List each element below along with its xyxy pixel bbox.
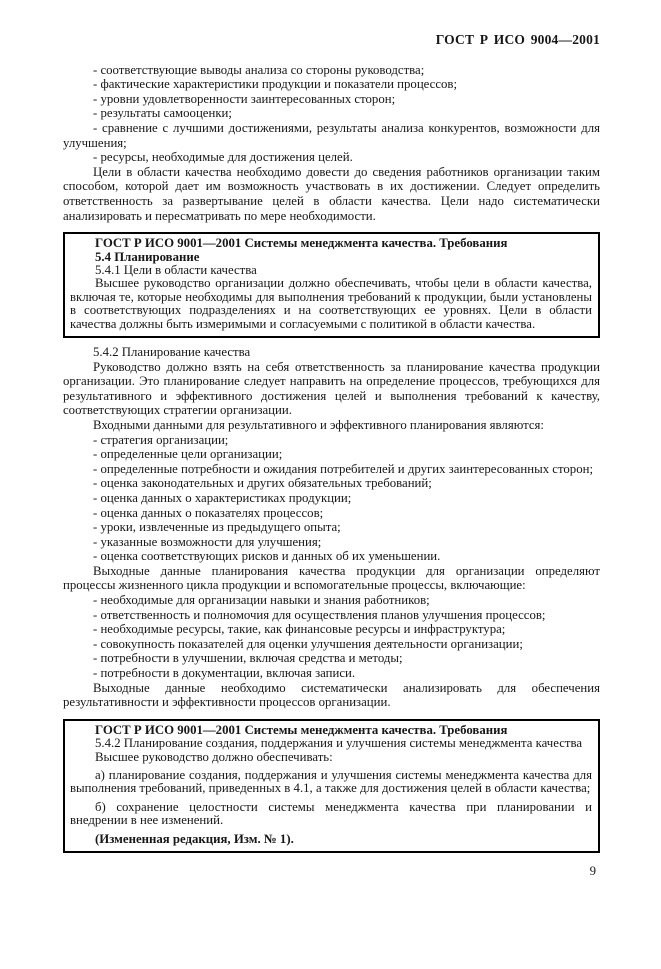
quote-box-clause: 5.4.1 Цели в области качества xyxy=(95,262,257,277)
list-item: - необходимые ресурсы, такие, как финансовые ресурсы и инфраструктура; xyxy=(93,622,506,637)
list-item: - ресурсы, необходимые для достижения целей. xyxy=(93,150,353,165)
quote-box-title: ГОСТ Р ИСО 9001—2001 Системы менеджмента качества. Требования xyxy=(95,722,508,737)
list-item: - потребности в улучшении, включая средства и методы; xyxy=(93,651,403,666)
quote-box-item-b: б) сохранение целостности системы менеджмента качества при планировании и внедрении в нее изменений. xyxy=(70,799,592,828)
inputs-list xyxy=(63,433,600,564)
list-item: - оценка законодательных и других обязательных требований; xyxy=(93,476,432,491)
list-item: - необходимые для организации навыки и знания работников; xyxy=(93,593,430,608)
quote-box-iso9001-planning xyxy=(63,232,600,338)
list-item: - стратегия организации; xyxy=(93,432,229,447)
list-item: - уроки, извлеченные из предыдущего опыта; xyxy=(93,520,341,535)
doc-code-header: ГОСТ Р ИСО 9004—2001 xyxy=(435,32,600,47)
list-item: - указанные возможности для улучшения; xyxy=(93,534,322,549)
page-number: 9 xyxy=(589,864,596,879)
quote-box-item-a: а) планирование создания, поддержания и улучшения системы менеджмента качества для выполнения требований, приведенных в 4.1, а также для достижения целей в области качества; xyxy=(70,768,592,796)
list-item: - результаты самооценки; xyxy=(93,106,232,121)
list-item: - соответствующие выводы анализа со стороны руководства; xyxy=(93,62,425,77)
quote-box-lead: Высшее руководство должно обеспечивать: xyxy=(95,749,333,764)
list-item: - уровни удовлетворенности заинтересованных сторон; xyxy=(93,91,396,106)
quote-box-title: ГОСТ Р ИСО 9001—2001 Системы менеджмента качества. Требования xyxy=(95,236,508,251)
list-item: - определенные потребности и ожидания потребителей и других заинтересованных сторон; xyxy=(93,461,593,476)
outputs-list xyxy=(63,593,600,681)
list-item: - оценка соответствующих рисков и данных об их уменьшении. xyxy=(93,549,441,564)
page-content xyxy=(63,33,600,879)
quote-box-clause: 5.4.2 Планирование создания, поддержания и улучшения системы менеджмента качества xyxy=(95,736,583,751)
section-paragraph: Руководство должно взять на себя ответственность за планирование качества продукции организации. Это планирование следует направить на определение процессов, требующихся для результативного и эффективного достижения целей и выполнения требований к качеству, соответствующих стратегии организации. xyxy=(63,359,600,418)
quote-box-iso9001-542 xyxy=(63,719,600,853)
intro-paragraph: Цели в области качества необходимо довести до сведения работников организации таким способом, которой дает им возможность участвовать в их достижении. Следует определить ответственность за развертывание целей в области качества. Цели надо систематически анализировать и пересматривать по мере необходимости. xyxy=(63,164,600,223)
amendment-note: (Измененная редакция, Изм. № 1). xyxy=(95,831,294,846)
list-item: - оценка данных о показателях процессов; xyxy=(93,505,324,520)
quote-box-subheading: 5.4 Планирование xyxy=(95,249,200,264)
list-item: - совокупность показателей для оценки улучшения деятельности организации; xyxy=(93,636,523,651)
list-item: - ответственность и полномочия для осуществления планов улучшения процессов; xyxy=(93,607,546,622)
quote-box-paragraph: Высшее руководство организации должно обеспечивать, чтобы цели в области качества, включая те, которые необходимы для выполнения требований к продукции, были установлены в соответствующих подразделениях и на соответствующих ее уровнях. Цели в области качества должны быть измеримыми и согласуемыми с политикой в области качества. xyxy=(70,276,592,331)
list-item: - фактические характеристики продукции и показатели процессов; xyxy=(93,77,458,92)
list-item: - оценка данных о характеристиках продукции; xyxy=(93,490,352,505)
list-item: - определенные цели организации; xyxy=(93,447,283,462)
outputs-lead: Выходные данные планирования качества продукции для организации определяют процессы жизненного цикла продукции и вспомогательные процессы, включающие: xyxy=(63,563,600,593)
section-closing-paragraph: Выходные данные необходимо систематически анализировать для обеспечения результативности и эффективности процессов организации. xyxy=(63,680,600,710)
list-item: - потребности в документации, включая записи. xyxy=(93,666,356,681)
inputs-lead: Входными данными для результативного и эффективного планирования являются: xyxy=(93,417,544,432)
intro-list xyxy=(63,63,600,165)
section-heading-542: 5.4.2 Планирование качества xyxy=(93,344,251,359)
list-item: - сравнение с лучшими достижениями, результаты анализа конкурентов, возможности для улучшения; xyxy=(63,120,600,150)
